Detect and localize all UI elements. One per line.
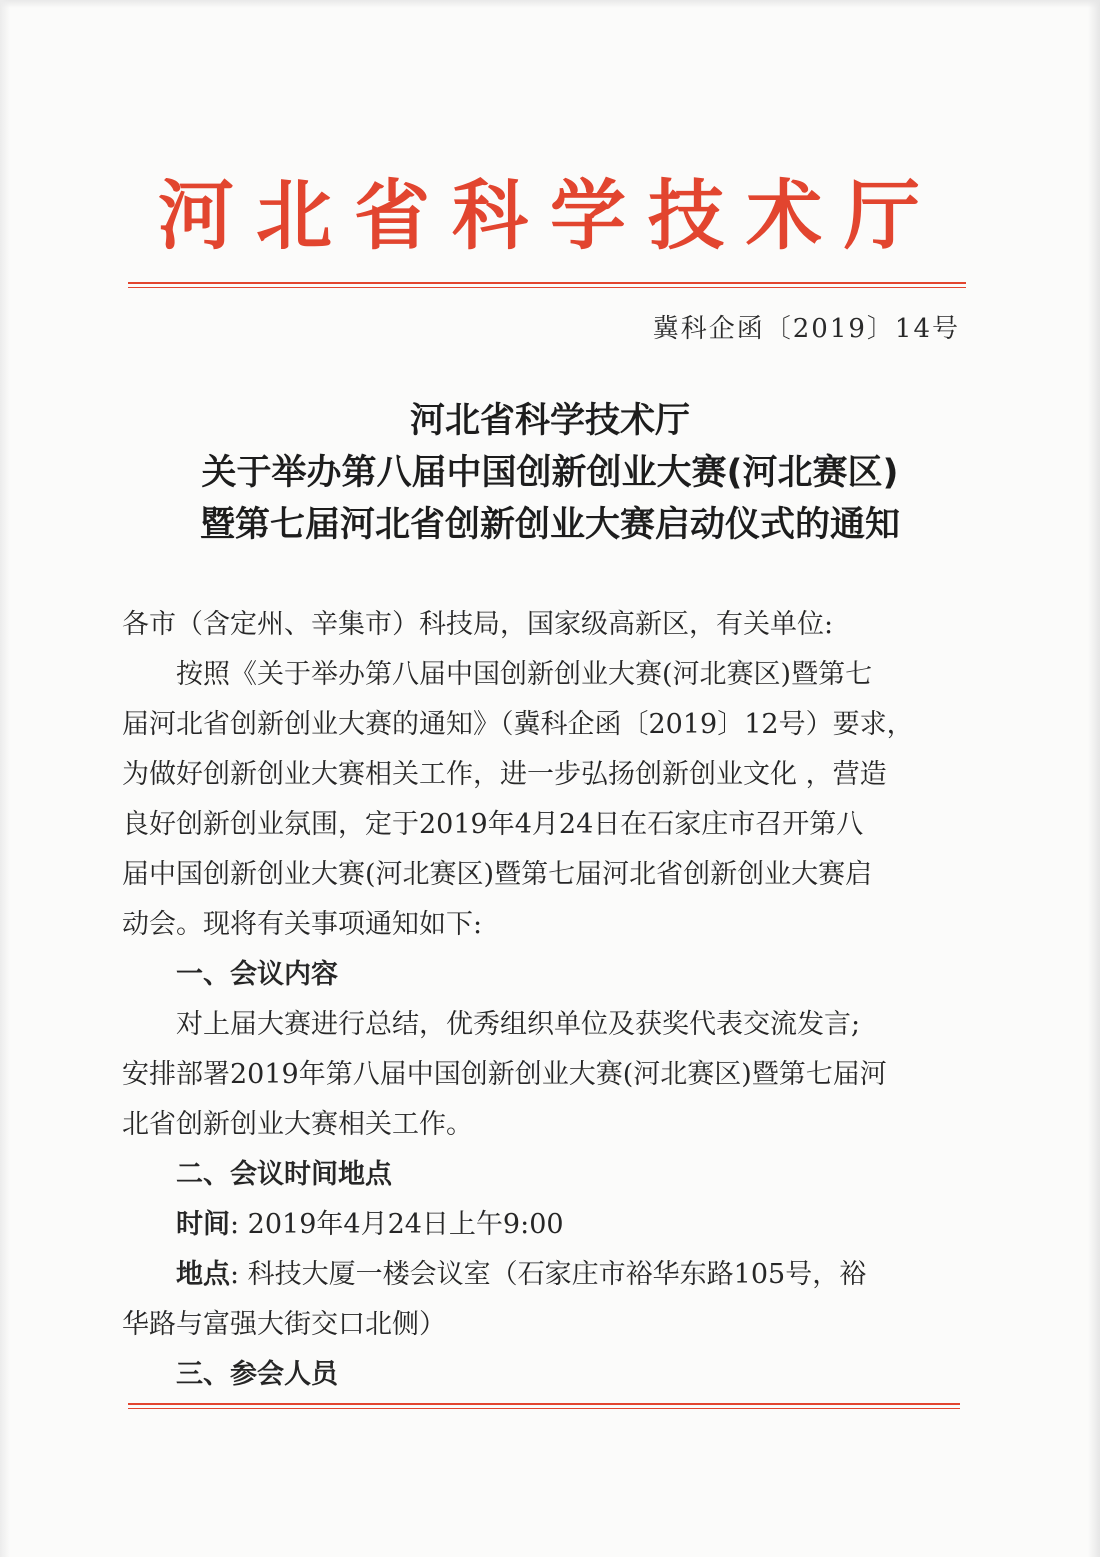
red-divider-top [128, 282, 966, 288]
notice-title-line-3: 暨第七届河北省创新创业大赛启动仪式的通知 [199, 505, 900, 545]
section-heading-meeting-content: 一、会议内容 [122, 959, 338, 990]
paragraph-line: 动会。现将有关事项通知如下: [122, 909, 483, 940]
place-value: : 科技大厦一楼会议室（石家庄市裕华东路105号，裕 [230, 1259, 867, 1290]
paragraph-line: 北省创新创业大赛相关工作。 [122, 1109, 473, 1140]
time-label: 时间 [122, 1209, 230, 1240]
document-number: 冀科企函〔2019〕14号 [652, 314, 960, 344]
addressee-line: 各市（含定州、辛集市）科技局，国家级高新区，有关单位: [122, 609, 834, 640]
paragraph-line: 华路与富强大街交口北侧） [122, 1309, 446, 1340]
scan-edge [0, 0, 10, 1557]
paragraph-line: 良好创新创业氛围，定于2019年4月24日在石家庄市召开第八 [122, 809, 864, 840]
paragraph-line: 届河北省创新创业大赛的通知》（冀科企函〔2019〕12号）要求， [122, 709, 914, 740]
paragraph-line: 为做好创新创业大赛相关工作，进一步弘扬创新创业文化 ，营造 [122, 759, 887, 790]
paragraph-line: 对上届大赛进行总结，优秀组织单位及获奖代表交流发言; [122, 1009, 861, 1040]
section-heading-time-place: 二、会议时间地点 [122, 1159, 392, 1190]
notice-title-line-2: 关于举办第八届中国创新创业大赛(河北赛区) [201, 453, 899, 493]
masthead-title: 河北省科学技术厅 [158, 171, 942, 260]
time-value: : 2019年4月24日上午9:00 [230, 1209, 564, 1240]
meeting-time-line [122, 1200, 962, 1250]
place-label: 地点 [122, 1259, 230, 1290]
meeting-place-line [122, 1250, 962, 1300]
notice-title-line-1: 河北省科学技术厅 [409, 401, 690, 441]
paragraph-line: 届中国创新创业大赛(河北赛区)暨第七届河北省创新创业大赛启 [122, 859, 873, 890]
red-divider-bottom [128, 1403, 960, 1409]
scan-edge [0, 0, 1100, 8]
section-heading-attendees: 三、参会人员 [122, 1359, 338, 1390]
paragraph-line: 安排部署2019年第八届中国创新创业大赛(河北赛区)暨第七届河 [122, 1059, 887, 1090]
paragraph-line: 按照《关于举办第八届中国创新创业大赛(河北赛区)暨第七 [122, 659, 873, 690]
scan-edge [1088, 0, 1100, 1557]
